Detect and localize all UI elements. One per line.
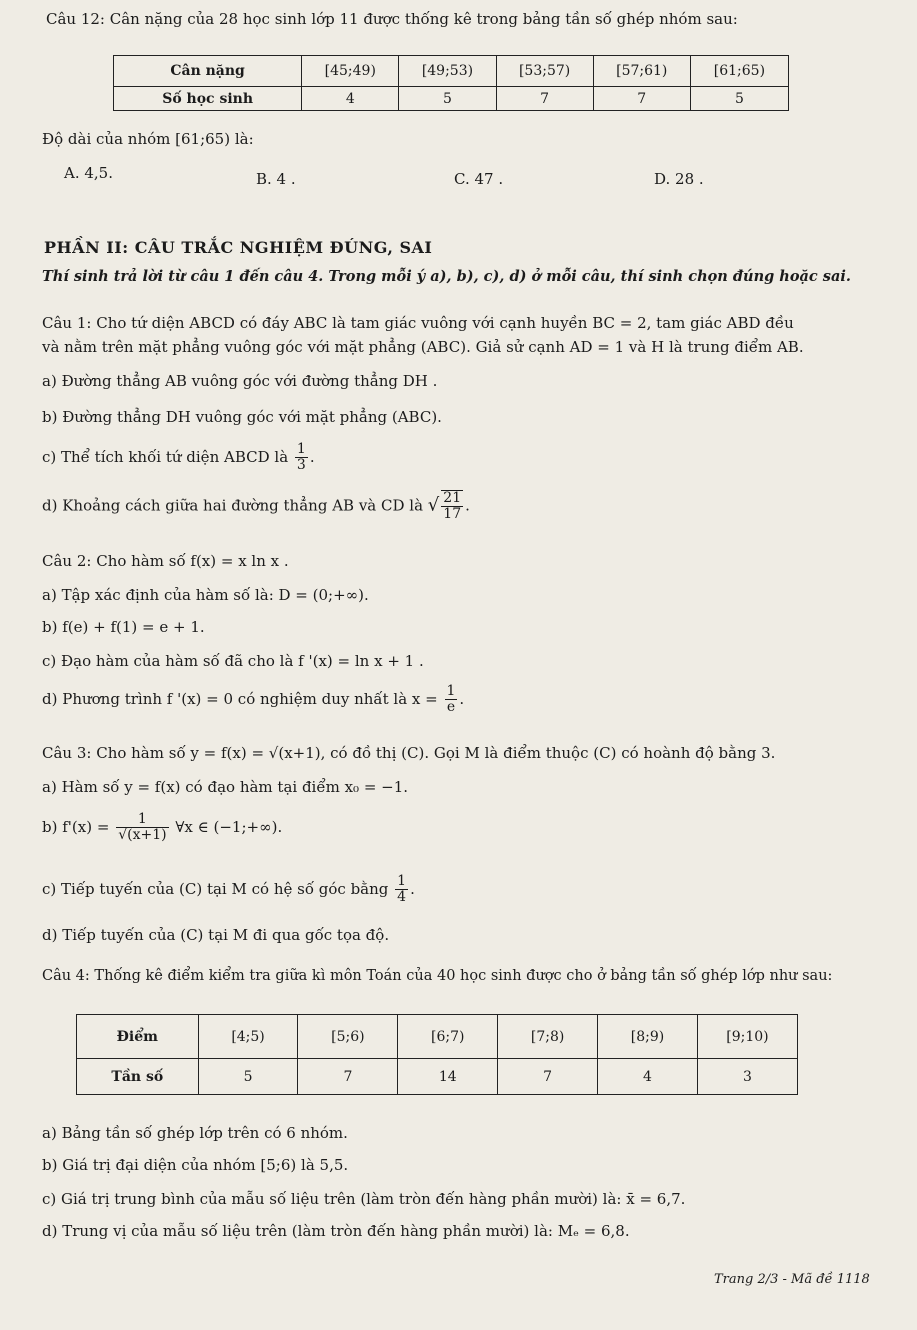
c3-item-a: a) Hàm số y = f(x) có đạo hàm tại điểm x₀ = −1. [42,778,409,796]
c3-item-b-fraction: $\frac{1}{√(x+1)}$ [118,811,167,844]
part2-instruction: Thí sinh trả lời từ câu 1 đến câu 4. Trong mỗi ý a), b), c), d) ở mỗi câu, thí sinh chọn đúng hoặc sai. [42,268,851,285]
q12-table-cell: [49;53) [399,56,496,87]
q12-stem: Câu 12: Cân nặng của 28 học sinh lớp 11 được thống kê trong bảng tần số ghép nhóm sau: [46,10,738,28]
q12-table-cell: [57;61) [593,56,690,87]
c4-table-cell: 7 [298,1059,398,1095]
part2-title: PHẦN II: CÂU TRẮC NGHIỆM ĐÚNG, SAI [44,238,433,257]
c4-item-c: c) Giá trị trung bình của mẫu số liệu trên (làm tròn đến hàng phần mười) là: x̄ = 6,7. [42,1190,686,1208]
c1-stem-line1: Câu 1: Cho tứ diện ABCD có đáy ABC là tam giác vuông với cạnh huyền BC = 2, tam giác ABD đều [42,314,794,332]
q12-table [113,55,789,111]
c1-item-d-fraction: $\frac{21}{17}$ [443,490,462,523]
c3-item-b-text: b) f'(x) = [42,817,110,836]
c2-item-d-text: d) Phương trình f '(x) = 0 có nghiệm duy nhất là x = [42,689,438,708]
c4-item-d: d) Trung vị của mẫu số liệu trên (làm tròn đến hàng phần mười) là: Mₑ = 6,8. [42,1222,630,1240]
c2-item-a: a) Tập xác định của hàm số là: D = (0;+∞). [42,586,369,604]
c4-item-b: b) Giá trị đại diện của nhóm [5;6) là 5,5. [42,1156,349,1174]
q12-option-b: B. 4 . [256,170,296,188]
q12-option-a: A. 4,5. [64,164,113,182]
c4-table-cell: [5;6) [298,1015,398,1059]
c4-table-cell: 3 [697,1059,797,1095]
q12-table-cell: 7 [496,87,593,111]
c2-item-d: d) Phương trình f '(x) = 0 có nghiệm duy nhất là x = $\frac{1}{e}$ . [42,683,465,716]
c4-table-cell: [9;10) [697,1015,797,1059]
c2-item-c: c) Đạo hàm của hàm số đã cho là f '(x) = ln x + 1 . [42,652,424,670]
c3-item-d: d) Tiếp tuyến của (C) tại M đi qua gốc tọa độ. [42,926,390,944]
c3-item-b [42,812,282,844]
c4-table-cell: [7;8) [498,1015,598,1059]
q12-table-cell: [61;65) [690,56,788,87]
q12-table-cell: 5 [690,87,788,111]
c2-stem: Câu 2: Cho hàm số f(x) = x ln x . [42,552,289,570]
c1-item-c: c) Thể tích khối tứ diện ABCD là $\frac{1}{3}$ . [42,441,315,474]
q12-option-c: C. 47 . [454,170,504,188]
q12-table-cell: [45;49) [302,56,399,87]
c4-table-cell: Tần số [77,1059,199,1095]
c4-stem: Câu 4: Thống kê điểm kiểm tra giữa kì môn Toán của 40 học sinh được cho ở bảng tần số ghép lớp như sau: [42,968,833,984]
page-footer: Trang 2/3 - Mã đề 1118 [714,1272,870,1287]
q12-table-cell: 7 [593,87,690,111]
c3-item-c: c) Tiếp tuyến của (C) tại M có hệ số góc bằng $\frac{1}{4}$ . [42,873,415,906]
q12-question: Độ dài của nhóm [61;65) là: [42,130,254,148]
q12-table-cell: 4 [302,87,399,111]
q12-table-cell: [53;57) [496,56,593,87]
c3-item-c-fraction: $\frac{1}{4}$ [397,873,407,906]
c3-item-b-domain: ∀x ∈ (−1;+∞). [175,817,283,836]
q12-table-cell: 5 [399,87,496,111]
c4-table-cell: 4 [598,1059,698,1095]
c4-table-cell: [4;5) [198,1015,298,1059]
c1-item-d-text: d) Khoảng cách giữa hai đường thẳng AB và CD là [42,496,424,515]
c4-table-cell: 14 [398,1059,498,1095]
c1-item-c-text: c) Thể tích khối tứ diện ABCD là [42,447,289,466]
c1-item-b: b) Đường thẳng DH vuông góc với mặt phẳng (ABC). [42,408,442,426]
c3-item-c-text: c) Tiếp tuyến của (C) tại M có hệ số góc bằng [42,879,389,898]
c4-table-cell: 7 [498,1059,598,1095]
c4-table-cell: 5 [198,1059,298,1095]
c4-table-cell: Điểm [77,1015,199,1059]
c1-stem-line2: và nằm trên mặt phẳng vuông góc với mặt phẳng (ABC). Giả sử cạnh AD = 1 và H là trung điểm AB. [42,338,804,356]
c4-table [76,1014,798,1095]
q12-table-cell: Số học sinh [114,87,302,111]
c4-item-a: a) Bảng tần số ghép lớp trên có 6 nhóm. [42,1124,348,1142]
c1-item-a: a) Đường thẳng AB vuông góc với đường thẳng DH . [42,372,438,390]
c3-stem: Câu 3: Cho hàm số y = f(x) = √(x+1), có đồ thị (C). Gọi M là điểm thuộc (C) có hoành độ bằng 3. [42,744,776,762]
c1-item-d: d) Khoảng cách giữa hai đường thẳng AB và CD là √ $\frac{21}{17}$ . [42,490,470,523]
c4-table-cell: [8;9) [598,1015,698,1059]
c4-table-cell: [6;7) [398,1015,498,1059]
c2-item-b: b) f(e) + f(1) = e + 1. [42,618,205,636]
c1-item-c-fraction: $\frac{1}{3}$ [296,441,306,474]
q12-option-d: D. 28 . [654,170,704,188]
q12-table-cell: Cân nặng [114,56,302,87]
c2-item-d-fraction: $\frac{1}{e}$ [446,683,456,716]
